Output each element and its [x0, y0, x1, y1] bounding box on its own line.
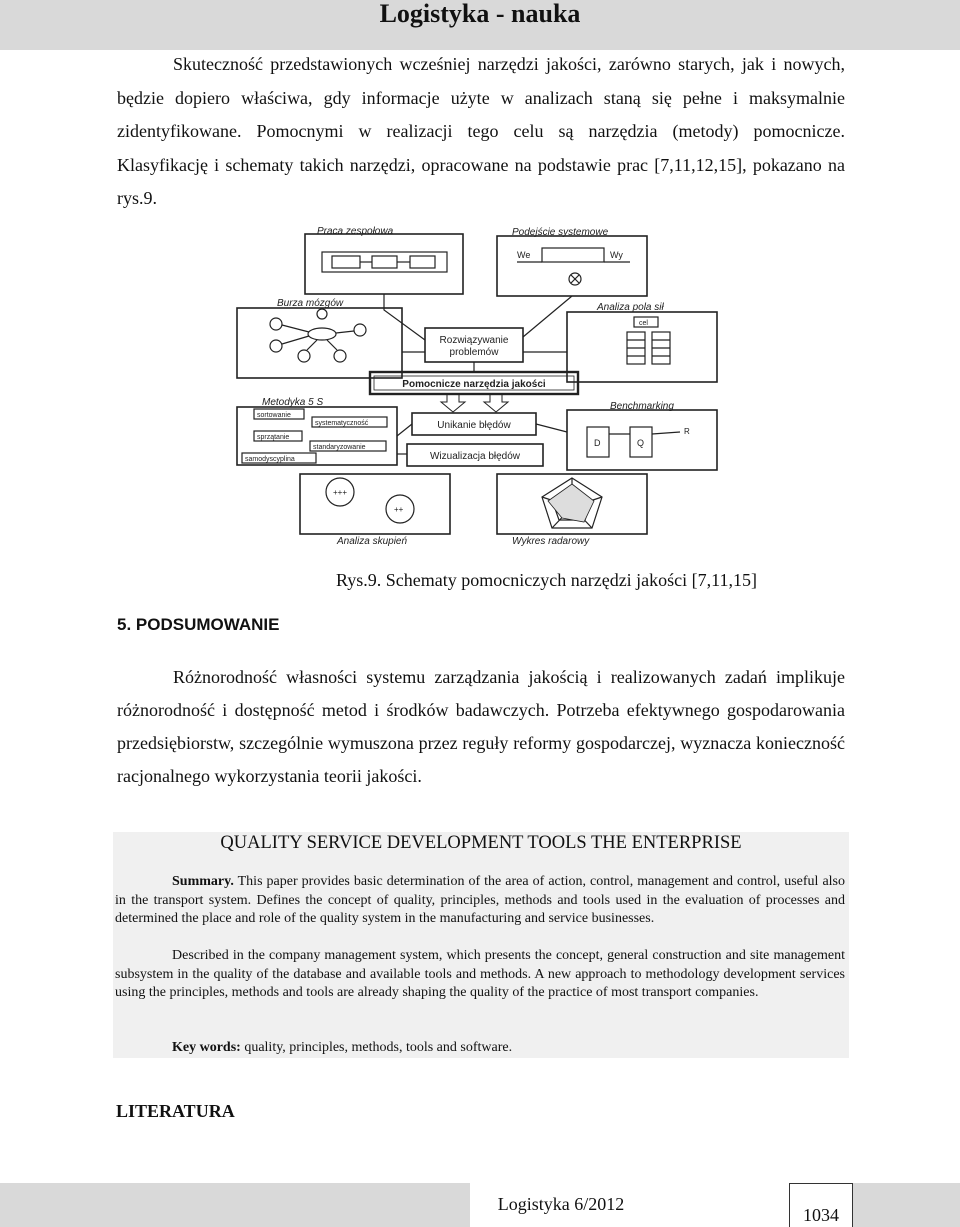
- goal-label: cel: [639, 320, 648, 327]
- benchmarking-panel: [567, 401, 717, 470]
- radar-chart-label: Wykres radarowy: [512, 536, 590, 547]
- benchmark-r: R: [684, 427, 690, 436]
- footer-journal: Logistyka 6/2012: [497, 1194, 625, 1214]
- input-label: We: [517, 250, 531, 260]
- abstract-paragraph-1: [115, 873, 845, 929]
- error-visualization-box: [407, 444, 543, 466]
- abstract-text-1: This paper provides basic determination of the area of action, control, management and control, useful also in the transport system. Defines the concept of quality, principles, methods and tools used in the evaluation of processes and determined the place and role of the quality system in the manufacturing and service businesses.: [115, 874, 845, 926]
- output-label: Wy: [610, 250, 623, 260]
- quality-tools-diagram: [232, 222, 722, 548]
- svg-text:+++: +++: [333, 488, 348, 497]
- systematics-label: systematyczność: [315, 420, 369, 427]
- sort-label: sortowanie: [257, 412, 291, 419]
- keywords-text: quality, principles, methods, tools and software.: [244, 1040, 513, 1055]
- error-avoidance-box: [412, 413, 536, 435]
- abstract-title: QUALITY SERVICE DEVELOPMENT TOOLS THE ENTERPRISE: [220, 833, 742, 853]
- force-field-label: Analiza pola sił: [597, 302, 664, 313]
- literature-heading: LITERATURA: [116, 1101, 235, 1121]
- problem-solving-line1: Rozwiązywanie: [439, 335, 509, 346]
- svg-text:++: ++: [394, 505, 404, 514]
- systems-approach-panel: [497, 227, 647, 296]
- systems-approach-label: Podejście systemowe: [512, 227, 609, 238]
- teamwork-label: Praca zespołowa: [317, 226, 394, 237]
- center-label: Pomocnicze narzędzia jakości: [402, 379, 546, 390]
- benchmarking-label: Benchmarking: [610, 401, 674, 412]
- benchmark-q: Q: [637, 438, 645, 448]
- keywords-label: Key words:: [172, 1040, 241, 1055]
- section-heading: 5. PODSUMOWANIE: [117, 615, 280, 634]
- summary-label: Summary.: [172, 874, 234, 889]
- five-s-panel: [237, 397, 397, 465]
- error-avoidance-label: Unikanie błędów: [437, 420, 511, 431]
- force-field-panel: [567, 302, 717, 382]
- radar-chart-panel: [497, 474, 647, 547]
- problem-solving-line2: problemów: [449, 347, 499, 358]
- keywords: [172, 1040, 512, 1056]
- cleaning-label: sprzątanie: [257, 434, 290, 441]
- discipline-label: samodyscyplina: [245, 456, 295, 463]
- problem-solving-box: [425, 328, 523, 362]
- header-title: Logistyka - nauka: [379, 0, 581, 28]
- error-visualization-label: Wizualizacja błędów: [429, 451, 521, 462]
- cluster-analysis-label: Analiza skupień: [337, 536, 408, 547]
- standardize-label: standaryzowanie: [313, 444, 366, 451]
- figure-caption: Rys.9. Schematy pomocniczych narzędzi jakości [7,11,15]: [336, 570, 757, 590]
- brainstorming-panel: [237, 298, 402, 378]
- five-s-label: Metodyka 5 S: [262, 397, 324, 408]
- abstract-paragraph-2: Described in the company management system, which presents the concept, general construction and site management subsystem in the quality of the database and available tools and methods. A new approach to methodology development services using the principles, methods and tools are already shaping the quality of the practice of most transport companies.: [115, 948, 845, 1000]
- teamwork-panel: [305, 226, 463, 294]
- summary-paragraph: Różnorodność własności systemu zarządzania jakością i realizowanych zadań implikuje różnorodność i dostępność metod i środków badawczych. Potrzeba efektywnego gospodarowania przedsiębiorstw, szczególnie wymuszona przez reguły reformy gospodarczej, wyznacza konieczność racjonalnego wykorzystania teorii jakości.: [117, 667, 845, 786]
- brainstorming-label: Burza mózgów: [277, 298, 344, 309]
- page-number: 1034: [803, 1205, 839, 1225]
- cluster-analysis-panel: [300, 474, 450, 547]
- benchmark-d: D: [594, 438, 601, 448]
- intro-paragraph: Skuteczność przedstawionych wcześniej narzędzi jakości, zarówno starych, jak i nowych, będzie dopiero właściwa, gdy informacje użyte w analizach staną się pełne i maksymalnie zidentyfikowane. Pomocnymi w realizacji tego celu są narzędzia (metody) pomocnicze. Klasyfikację i schematy takich narzędzi, opracowane na podstawie prac [7,11,12,15], pokazano na rys.9.: [117, 54, 845, 208]
- abstract-box: [113, 832, 849, 1058]
